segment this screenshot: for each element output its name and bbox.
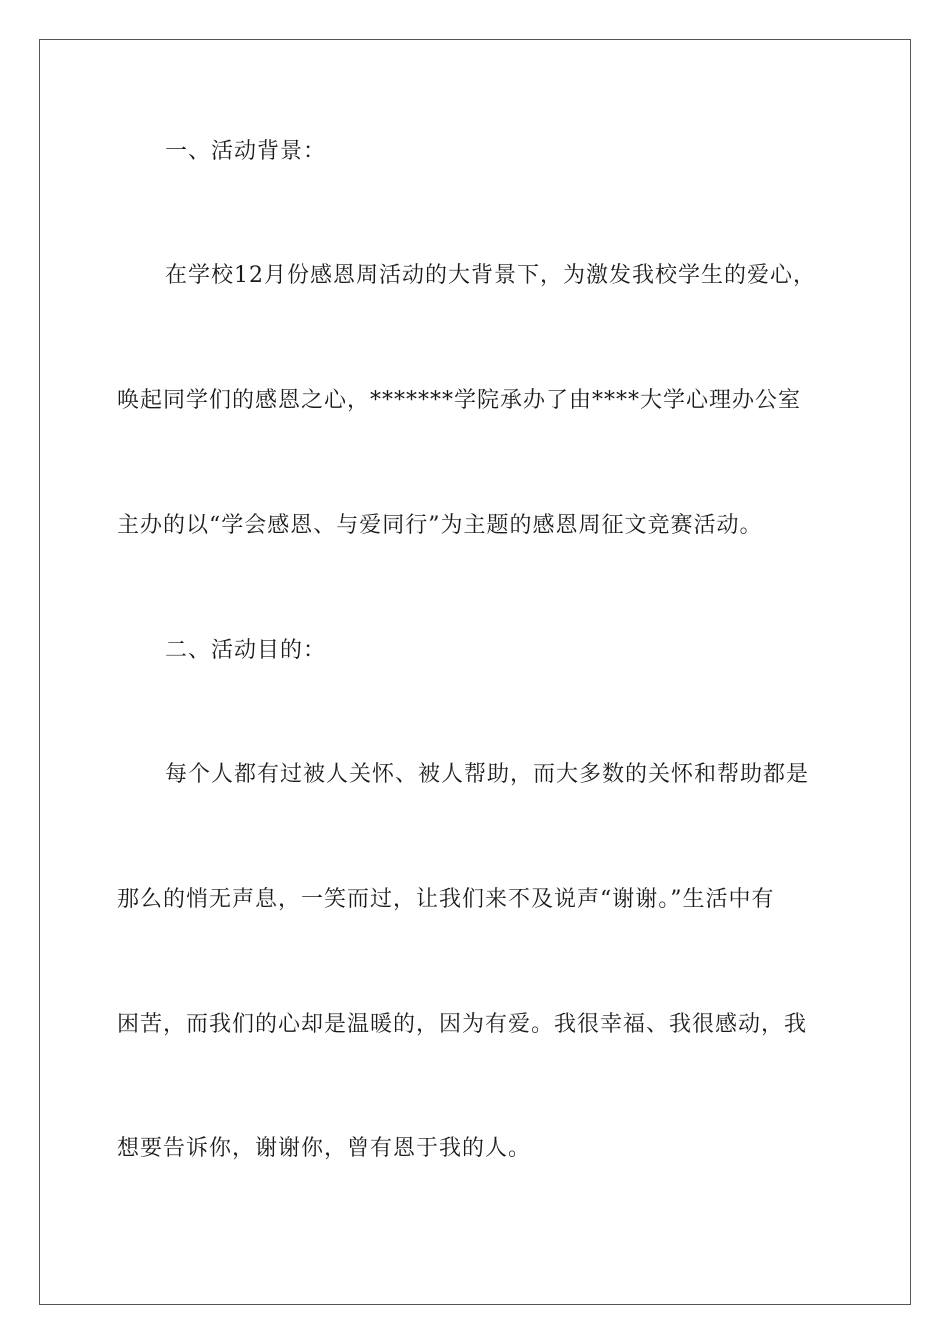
paragraph-line: 想要告诉你，谢谢你，曾有恩于我的人。 [117, 1136, 532, 1161]
paragraph-line: 唤起同学们的感恩之心，*******学院承办了由****大学心理办公室 [117, 388, 802, 413]
paragraph-line: 那么的悄无声息，一笑而过，让我们来不及说声“谢谢。”生活中有 [117, 887, 775, 912]
paragraph-line: 困苦，而我们的心却是温暖的，因为有爱。我很幸福、我很感动，我 [117, 1012, 808, 1037]
page-border [39, 39, 911, 1305]
section-heading-background: 一、活动背景： [165, 139, 327, 164]
paragraph-line: 每个人都有过被人关怀、被人帮助，而大多数的关怀和帮助都是 [165, 762, 810, 787]
section-heading-purpose: 二、活动目的： [165, 638, 327, 663]
paragraph-line: 在学校12月份感恩周活动的大背景下，为激发我校学生的爱心， [165, 263, 816, 288]
paragraph-line: 主办的以“学会感恩、与爱同行”为主题的感恩周征文竞赛活动。 [117, 513, 763, 538]
